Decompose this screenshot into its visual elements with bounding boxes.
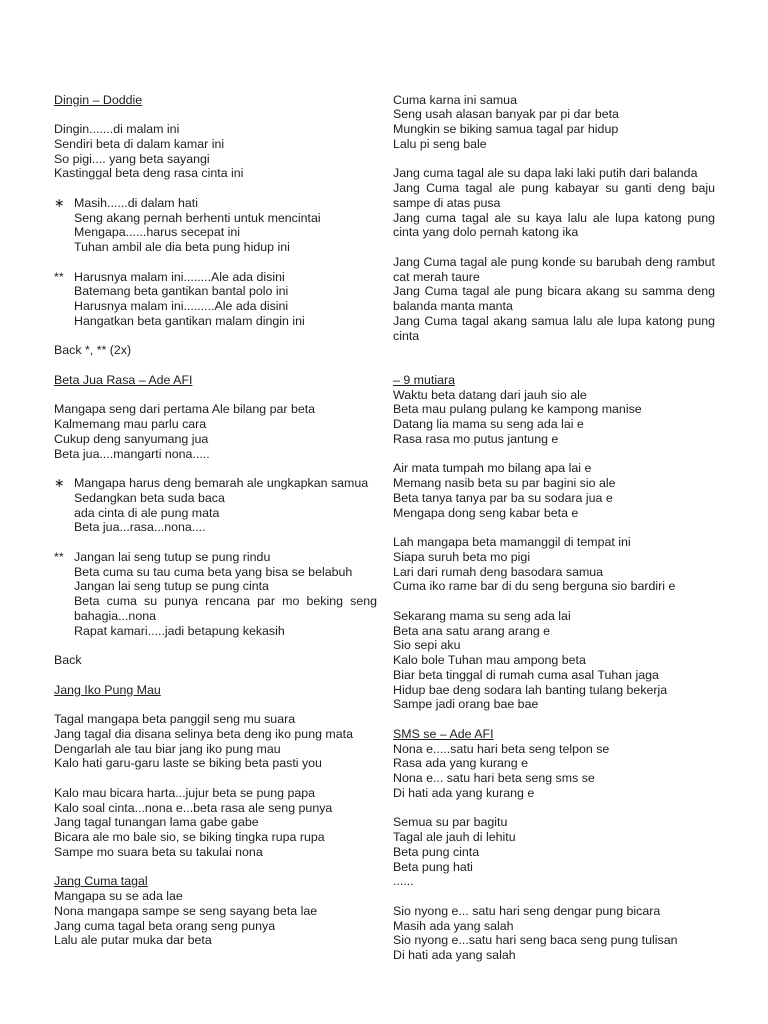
blank-line (54, 388, 377, 403)
lyric-line: Waktu beta datang dari jauh sio ale (393, 387, 587, 402)
song-title: SMS se – Ade AFI (393, 726, 494, 741)
indented-lyric-line: Mengapa......harus secepat ini (74, 225, 240, 240)
chorus-line (54, 550, 377, 565)
lyric-line: Cuma iko rame bar di du seng berguna sio bardiri e (393, 579, 676, 594)
lyric-line: Sio nyong e...satu hari seng baca seng pung tulisan (393, 933, 678, 948)
lyric-line: Jang cuma tagal ale su dapa laki laki putih dari balanda (393, 166, 698, 181)
song-title-line (54, 373, 377, 388)
lyric-line: Lalu ale putar muka dar beta (54, 933, 212, 948)
lyric-line: Nona mangapa sampe se seng sayang beta lae (54, 903, 318, 918)
lyric-line: Tagal mangapa beta panggil seng mu suara (54, 712, 296, 727)
song-title-line (54, 874, 377, 889)
lyric-line: Kalo soal cinta...nona e...beta rasa ale seng punya (54, 800, 333, 815)
lyric-line: Kalo mau bicara harta...jujur beta se pung papa (54, 785, 316, 800)
lyric-line: Di hati ada yang salah (393, 948, 516, 963)
blank-line (54, 181, 377, 196)
song-title: Jang Iko Pung Mau (54, 682, 161, 697)
lyric-line: Datang lia mama su seng ada lai e (393, 417, 584, 432)
lyric-line: Rasa ada yang kurang e (393, 756, 529, 771)
indented-lyric-line: Harusnya malam ini.........Ale ada disini (74, 299, 289, 314)
indented-lyric-line: Jangan lai seng tutup se pung cinta (74, 579, 269, 594)
lyric-line: Beta mau pulang pulang ke kampong manise (393, 402, 642, 417)
right-column (393, 93, 715, 963)
lyric-line: Cukup deng sanyumang jua (54, 431, 209, 446)
blank-line (393, 447, 715, 462)
lyric-line: Sio sepi aku (393, 638, 461, 653)
lyric-line: Air mata tumpah mo bilang apa lai e (393, 461, 592, 476)
indented-lyric-line: Beta jua...rasa...nona.... (74, 520, 206, 535)
blank-line (54, 668, 377, 683)
blank-line (393, 343, 715, 358)
lyric-line: Nona e... satu hari beta seng sms se (393, 771, 595, 786)
lyric-line: Jang cuma tagal ale su kaya lalu ale lupa katong pung cinta yang dolo pernah katong ika (393, 210, 715, 240)
indented-lyric-line: Seng akang pernah berhenti untuk mencintai (74, 210, 321, 225)
lyric-line: Bicara ale mo bale sio, se biking tingka rupa rupa (54, 830, 325, 845)
lyric-line: Sampe jadi orang bae bae (393, 697, 539, 712)
lyric-line: Biar beta tinggal di rumah cuma asal Tuhan jaga (393, 667, 659, 682)
chorus-line (54, 270, 377, 285)
lyric-line: Semua su par bagitu (393, 815, 508, 830)
blank-line (54, 638, 377, 653)
blank-line (54, 461, 377, 476)
lyric-line: Kalo bole Tuhan mau ampong beta (393, 653, 586, 668)
blank-line (54, 860, 377, 875)
lyric-line: Siapa suruh beta mo pigi (393, 549, 531, 564)
lyric-line: Tagal ale jauh di lehitu (393, 830, 516, 845)
song-title-line (54, 683, 377, 698)
lyric-text: Harusnya malam ini........Ale ada disini (74, 269, 285, 284)
lyric-line: Di hati ada yang kurang e (393, 785, 535, 800)
blank-line (393, 240, 715, 255)
indented-lyric-line: Beta cuma su punya rencana par mo beking seng bahagia...nona (74, 594, 377, 623)
chorus-marker: ∗ (54, 195, 65, 210)
blank-line (393, 889, 715, 904)
indented-lyric-line: Sedangkan beta suda baca (74, 490, 225, 505)
blank-line (54, 358, 377, 373)
lyric-text: Mangapa harus deng bemarah ale ungkapkan samua (74, 476, 369, 491)
blank-line (393, 358, 715, 373)
lyric-line: Beta jua....mangarti nona..... (54, 446, 210, 461)
blank-line (54, 697, 377, 712)
blank-line (54, 535, 377, 550)
song-title: Beta Jua Rasa – Ade AFI (54, 372, 193, 387)
lyric-line: Beta tanya tanya par ba su sodara jua e (393, 490, 613, 505)
song-title-line (393, 373, 715, 388)
lyric-line: Jang Cuma tagal akang samua lalu ale lupa katong pung cinta (393, 313, 715, 343)
left-column (54, 93, 377, 949)
lyric-line: So pigi.... yang beta sayangi (54, 151, 210, 166)
lyric-line: Jang Cuma tagal ale pung kabayar su ganti deng baju sampe di atas pusa (393, 181, 715, 210)
lyric-line: Rasa rasa mo putus jantung e (393, 431, 559, 446)
lyric-line: Beta pung cinta (393, 844, 480, 859)
song-title: Jang Cuma tagal (54, 874, 148, 889)
lyric-text: Masih......di dalam hati (74, 195, 198, 210)
chorus-marker: ** (54, 549, 64, 564)
lyric-line: Masih ada yang salah (393, 918, 514, 933)
blank-line (54, 329, 377, 344)
lyric-line: Kalmemang mau parlu cara (54, 417, 207, 432)
lyric-line: Sio nyong e... satu hari seng dengar pung bicara (393, 903, 661, 918)
blank-line (393, 801, 715, 816)
indented-lyric-line: Batemang beta gantikan bantal polo ini (74, 284, 289, 299)
lyric-line: Seng usah alasan banyak par pi dar beta (393, 107, 619, 122)
lyric-line: Lalu pi seng bale (393, 136, 487, 151)
lyric-line: Cuma karna ini samua (393, 92, 517, 107)
lyric-line: Back (54, 653, 82, 668)
lyric-line: Kastinggal beta deng rasa cinta ini (54, 166, 244, 181)
blank-line (393, 594, 715, 609)
chorus-marker: ** (54, 269, 64, 284)
lyric-line: ...... (393, 874, 414, 889)
lyric-line: Hidup bae deng sodara lah banting tulang bekerja (393, 682, 668, 697)
blank-line (393, 520, 715, 535)
lyric-line: Mangapa seng dari pertama Ale bilang par beta (54, 402, 316, 417)
blank-line (54, 771, 377, 786)
lyric-line: Jang tagal tunangan lama gabe gabe (54, 815, 259, 830)
chorus-line (54, 196, 377, 211)
blank-line (54, 107, 377, 122)
blank-line (54, 255, 377, 270)
lyric-line: Lah mangapa beta mamanggil di tempat ini (393, 535, 631, 550)
lyric-line: Sekarang mama su seng ada lai (393, 608, 571, 623)
indented-lyric-line: Rapat kamari.....jadi betapung kekasih (74, 623, 285, 638)
lyric-line: Dengarlah ale tau biar jang iko pung mau (54, 741, 281, 756)
lyric-line: Sendiri beta di dalam kamar ini (54, 136, 225, 151)
lyric-line: Nona e.....satu hari beta seng telpon se (393, 741, 610, 756)
lyric-line: Back *, ** (2x) (54, 343, 132, 358)
indented-lyric-line: Tuhan ambil ale dia beta pung hidup ini (74, 240, 290, 255)
lyric-line: Beta pung hati (393, 859, 473, 874)
indented-lyric-line: Hangatkan beta gantikan malam dingin ini (74, 313, 305, 328)
song-title: Dingin – Doddie (54, 92, 143, 107)
indented-lyric-line: Beta cuma su tau cuma beta yang bisa se belabuh (74, 564, 353, 579)
lyric-line: Mengapa dong seng kabar beta e (393, 505, 579, 520)
lyric-line: Jang Cuma tagal ale pung bicara akang su samma deng balanda manta manta (393, 284, 715, 314)
lyric-line: Jang tagal dia disana selinya beta deng iko pung mata (54, 726, 353, 741)
song-title-line (393, 727, 715, 742)
blank-line (393, 152, 715, 167)
lyric-line: Kalo hati garu-garu laste se biking beta pasti you (54, 756, 322, 771)
lyric-text: Jangan lai seng tutup se pung rindu (74, 549, 271, 564)
lyric-line: Dingin.......di malam ini (54, 122, 180, 137)
chorus-marker: ∗ (54, 476, 65, 491)
lyric-line: Beta ana satu arang arang e (393, 623, 551, 638)
lyric-line: Mangapa su se ada lae (54, 889, 183, 904)
indented-lyric-line: ada cinta di ale pung mata (74, 505, 220, 520)
song-title-line (54, 93, 377, 108)
blank-line (393, 712, 715, 727)
lyric-line: Jang cuma tagal beta orang seng punya (54, 918, 276, 933)
lyric-line: Jang Cuma tagal ale pung konde su barubah deng rambut cat merah taure (393, 254, 715, 284)
chorus-line (54, 476, 377, 491)
lyric-line: Mungkin se biking samua tagal par hidup (393, 122, 619, 137)
lyric-line: Memang nasib beta su par bagini sio ale (393, 476, 616, 491)
lyric-line: Lari dari rumah deng basodara samua (393, 564, 604, 579)
song-title: – 9 mutiara (393, 372, 455, 387)
lyric-line: Sampe mo suara beta su takulai nona (54, 844, 263, 859)
